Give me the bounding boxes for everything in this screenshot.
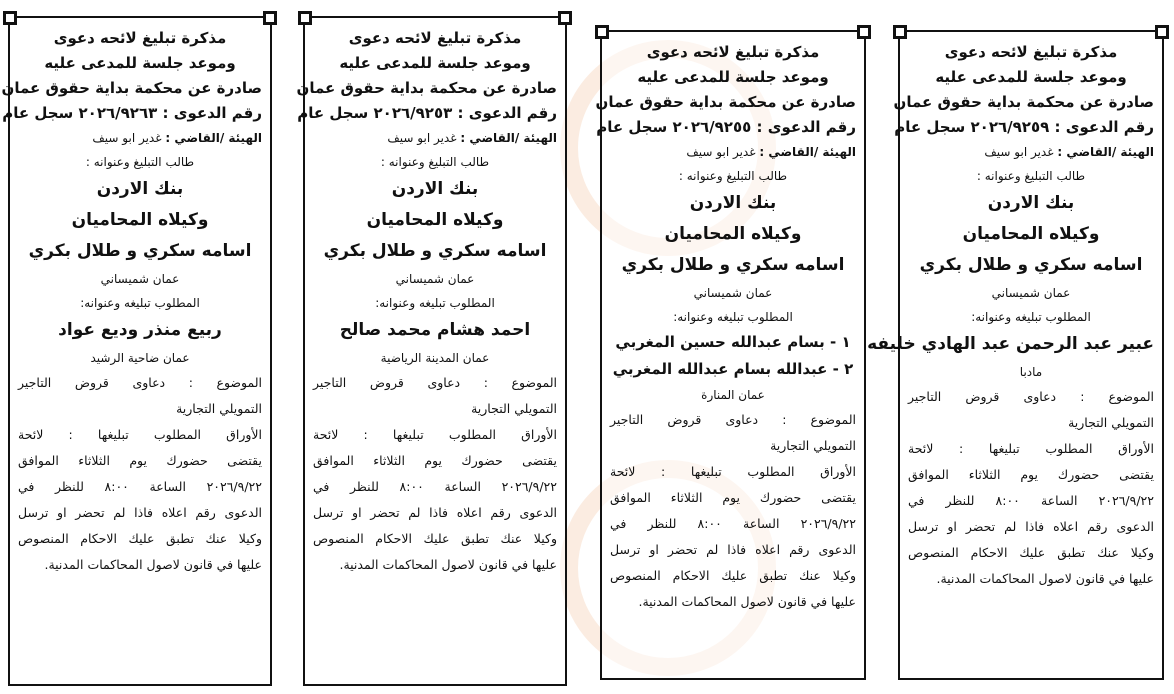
requester-label: طالب التبليغ وعنوانه :: [678, 169, 788, 183]
judge-line: [313, 126, 557, 150]
body-line: ٢٠٢٦/٩/٢٢ الساعة ٨:٠٠ للنظر في: [313, 479, 557, 494]
requester-agents: وكيلاه المحاميان: [366, 210, 504, 230]
body-line: يقتضى حضورك يوم الثلاثاء الموافق: [313, 453, 557, 468]
body-line: وكيلا عنك تطبق عليك الاحكام المنصوص: [610, 568, 856, 583]
corner-ornament: [1155, 25, 1169, 39]
requester-label: طالب التبليغ وعنوانه :: [85, 155, 195, 169]
notice-body: [18, 370, 262, 578]
judge-line: [18, 126, 262, 150]
body-line: التمويلي التجارية: [471, 401, 557, 416]
body-line: الدعوى رقم اعلاه فاذا لم تحضر او ترسل: [908, 519, 1154, 534]
body-line: الأوراق المطلوب تبليغها : لائحة: [18, 427, 262, 442]
requester-lawyers: اسامه سكري و طلال بكري: [621, 255, 845, 275]
requester-lawyers: اسامه سكري و طلال بكري: [28, 241, 252, 261]
requester-bank: بنك الاردن: [96, 179, 184, 199]
body-line: التمويلي التجارية: [770, 438, 856, 453]
requester-agents: وكيلاه المحاميان: [664, 224, 802, 244]
body-line: عليها في قانون لاصول المحاكمات المدنية.: [44, 557, 262, 572]
body-line: ٢٠٢٦/٩/٢٢ الساعة ٨:٠٠ للنظر في: [908, 493, 1154, 508]
notice-subtitle: وموعد جلسة للمدعى عليه: [339, 54, 531, 72]
notice-subtitle: وموعد جلسة للمدعى عليه: [637, 68, 829, 86]
body-line: الدعوى رقم اعلاه فاذا لم تحضر او ترسل: [610, 542, 856, 557]
body-line: وكيلا عنك تطبق عليك الاحكام المنصوص: [18, 531, 262, 546]
case-number: رقم الدعوى : ٢٠٢٦/٩٢٥٣ سجل عام: [297, 104, 557, 122]
body-line: ٢٠٢٦/٩/٢٢ الساعة ٨:٠٠ للنظر في: [610, 516, 856, 531]
notice-body: [313, 370, 557, 578]
requester-bank: بنك الاردن: [391, 179, 479, 199]
body-line: الأوراق المطلوب تبليغها : لائحة: [908, 441, 1154, 456]
respondent-name: احمد هشام محمد صالح: [339, 320, 531, 340]
body-line: التمويلي التجارية: [176, 401, 262, 416]
body-line: الموضوع : دعاوى قروض التاجير: [908, 389, 1154, 404]
body-line: وكيلا عنك تطبق عليك الاحكام المنصوص: [908, 545, 1154, 560]
notice-title: مذكرة تبليغ لائحه دعوى: [944, 43, 1118, 61]
judge-name: غدير ابو سيف: [387, 131, 457, 145]
body-line: الدعوى رقم اعلاه فاذا لم تحضر او ترسل: [18, 505, 262, 520]
court-name: صادرة عن محكمة بداية حقوق عمان: [1, 79, 262, 97]
respondent-address: مادبا: [1019, 365, 1043, 379]
respondent-address: عمان ضاحية الرشيد: [90, 351, 190, 365]
body-line: يقتضى حضورك يوم الثلاثاء الموافق: [610, 490, 856, 505]
court-notice-4: [867, 30, 1164, 680]
respondent-list: [313, 315, 557, 346]
body-line: يقتضى حضورك يوم الثلاثاء الموافق: [908, 467, 1154, 482]
court-notice-1: [1, 16, 272, 686]
judge-label: الهيئة /القاضي :: [1057, 145, 1154, 159]
body-line: الأوراق المطلوب تبليغها : لائحة: [313, 427, 557, 442]
requester-bank: بنك الاردن: [689, 193, 777, 213]
judge-name: غدير ابو سيف: [686, 145, 756, 159]
judge-name: غدير ابو سيف: [92, 131, 162, 145]
requester-label: طالب التبليغ وعنوانه :: [976, 169, 1086, 183]
respondent-address: عمان المنارة: [701, 388, 765, 402]
court-notice-3: [595, 30, 866, 680]
judge-name: غدير ابو سيف: [984, 145, 1054, 159]
body-line: عليها في قانون لاصول المحاكمات المدنية.: [936, 571, 1154, 586]
corner-ornament: [893, 25, 907, 39]
judge-label: الهيئة /القاضي :: [759, 145, 856, 159]
requester-bank: بنك الاردن: [987, 193, 1075, 213]
body-line: عليها في قانون لاصول المحاكمات المدنية.: [638, 594, 856, 609]
notice-title: مذكرة تبليغ لائحه دعوى: [53, 29, 227, 47]
case-number: رقم الدعوى : ٢٠٢٦/٩٢٥٩ سجل عام: [894, 118, 1154, 136]
notice-body: [908, 384, 1154, 592]
corner-ornament: [595, 25, 609, 39]
judge-label: الهيئة /القاضي :: [165, 131, 262, 145]
requester-lawyers: اسامه سكري و طلال بكري: [323, 241, 547, 261]
respondent-name: ربيع منذر وديع عواد: [58, 320, 222, 340]
respondent-list: [18, 315, 262, 346]
body-line: ٢٠٢٦/٩/٢٢ الساعة ٨:٠٠ للنظر في: [18, 479, 262, 494]
body-line: يقتضى حضورك يوم الثلاثاء الموافق: [18, 453, 262, 468]
case-number: رقم الدعوى : ٢٠٢٦/٩٢٥٥ سجل عام: [596, 118, 856, 136]
case-number: رقم الدعوى : ٢٠٢٦/٩٢٦٣ سجل عام: [2, 104, 262, 122]
requester-address: عمان شميساني: [395, 272, 475, 286]
notice-title: مذكرة تبليغ لائحه دعوى: [646, 43, 820, 61]
notice-title: مذكرة تبليغ لائحه دعوى: [348, 29, 522, 47]
body-line: وكيلا عنك تطبق عليك الاحكام المنصوص: [313, 531, 557, 546]
respondent-address: عمان المدينة الرياضية: [380, 351, 490, 365]
body-line: الدعوى رقم اعلاه فاذا لم تحضر او ترسل: [313, 505, 557, 520]
respondent-label: المطلوب تبليغه وعنوانه:: [971, 310, 1091, 324]
respondent-name: ١ - بسام عبدالله حسين المغربي: [615, 333, 851, 351]
judge-line: [908, 140, 1154, 164]
body-line: عليها في قانون لاصول المحاكمات المدنية.: [339, 557, 557, 572]
requester-label: طالب التبليغ وعنوانه :: [380, 155, 490, 169]
notice-subtitle: وموعد جلسة للمدعى عليه: [44, 54, 236, 72]
respondent-label: المطلوب تبليغه وعنوانه:: [375, 296, 495, 310]
judge-line: [610, 140, 856, 164]
requester-address: عمان شميساني: [100, 272, 180, 286]
court-name: صادرة عن محكمة بداية حقوق عمان: [595, 93, 856, 111]
judge-label: الهيئة /القاضي :: [460, 131, 557, 145]
body-line: الأوراق المطلوب تبليغها : لائحة: [610, 464, 856, 479]
body-line: الموضوع : دعاوى قروض التاجير: [18, 375, 262, 390]
corner-ornament: [263, 11, 277, 25]
respondent-name: ٢ - عبدالله بسام عبدالله المغربي: [612, 360, 854, 378]
court-name: صادرة عن محكمة بداية حقوق عمان: [893, 93, 1154, 111]
respondent-list: [867, 329, 1154, 360]
body-line: الموضوع : دعاوى قروض التاجير: [610, 412, 856, 427]
requester-lawyers: اسامه سكري و طلال بكري: [919, 255, 1143, 275]
court-notice-2: [296, 16, 567, 686]
requester-address: عمان شميساني: [693, 286, 773, 300]
notice-subtitle: وموعد جلسة للمدعى عليه: [935, 68, 1127, 86]
respondent-label: المطلوب تبليغه وعنوانه:: [80, 296, 200, 310]
court-name: صادرة عن محكمة بداية حقوق عمان: [296, 79, 557, 97]
body-line: التمويلي التجارية: [1068, 415, 1154, 430]
requester-agents: وكيلاه المحاميان: [962, 224, 1100, 244]
corner-ornament: [558, 11, 572, 25]
respondent-label: المطلوب تبليغه وعنوانه:: [673, 310, 793, 324]
respondent-list: [610, 329, 856, 383]
corner-ornament: [3, 11, 17, 25]
corner-ornament: [298, 11, 312, 25]
notice-body: [610, 407, 856, 615]
respondent-name: عبير عبد الرحمن عبد الهادي خليفه: [867, 334, 1154, 354]
corner-ornament: [857, 25, 871, 39]
requester-agents: وكيلاه المحاميان: [71, 210, 209, 230]
body-line: الموضوع : دعاوى قروض التاجير: [313, 375, 557, 390]
requester-address: عمان شميساني: [991, 286, 1071, 300]
